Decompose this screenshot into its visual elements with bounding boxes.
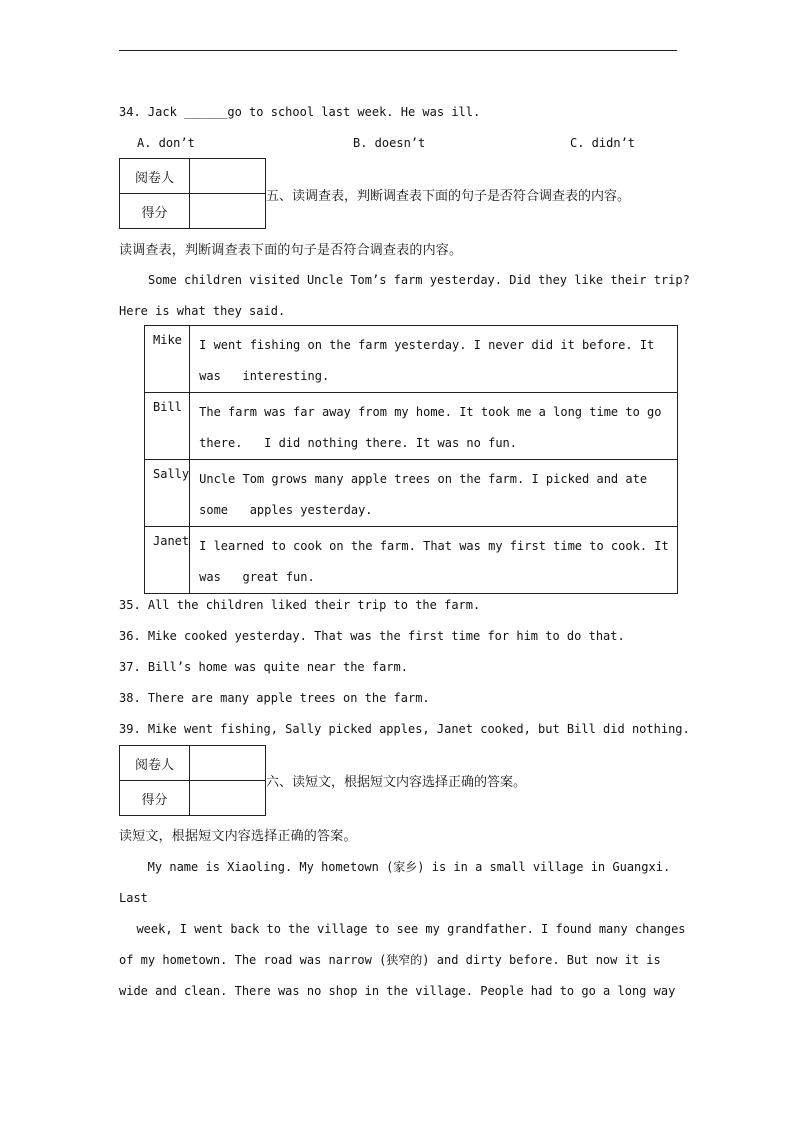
score-blank [190,194,266,229]
section-5-instruction: 读调查表，判断调查表下面的句子是否符合调查表的内容。 [119,243,463,258]
statement-38: 38. There are many apple trees on the farm. [119,691,430,705]
option-b: B. doesn’t [353,136,426,150]
passage-line: wide and clean. There was no shop in the village. People had to go a long way [119,984,676,998]
survey-table [144,325,678,594]
reviewer-label: 阅卷人 [120,746,190,781]
option-c: C. didn’t [570,136,636,150]
passage-line: Last [119,891,148,905]
passage-line: week, I went back to the village to see my grandfather. I found many changes [122,922,686,936]
section-6-instruction: 读短文，根据短文内容选择正确的答案。 [119,829,357,844]
header-rule [119,50,677,51]
reviewer-blank [190,746,266,781]
survey-row [145,326,678,393]
score-label: 得分 [120,781,190,816]
survey-comment [190,393,678,460]
survey-name: Bill [145,393,190,460]
score-blank [190,781,266,816]
section-6-heading: 六、读短文，根据短文内容选择正确的答案。 [266,775,527,790]
survey-comment [190,326,678,393]
question-34-stem: 34. Jack ______go to school last week. He was ill. [119,105,481,119]
survey-comment-line: some apples yesterday. [199,503,373,517]
passage-line: of my hometown. The road was narrow (狭窄的) and dirty before. But now it is [119,953,661,967]
survey-comment-line: there. I did nothing there. It was no fun. [199,436,518,450]
option-a: A. don’t [137,136,195,150]
section-5-intro-line-2: Here is what they said. [119,304,286,318]
grader-box-section-5 [119,158,266,229]
survey-row [145,527,678,594]
statement-39: 39. Mike went fishing, Sally picked apples, Janet cooked, but Bill did nothing. [119,722,690,736]
statement-36: 36. Mike cooked yesterday. That was the first time for him to do that. [119,629,625,643]
survey-comment-line: was great fun. [199,570,315,584]
survey-comment [190,460,678,527]
statement-37: 37. Bill’s home was quite near the farm. [119,660,408,674]
reviewer-blank [190,159,266,194]
survey-name: Mike [145,326,190,393]
survey-comment-line: was interesting. [199,369,330,383]
passage-line: My name is Xiaoling. My hometown (家乡) is in a small village in Guangxi. [126,860,671,874]
statement-35: 35. All the children liked their trip to the farm. [119,598,481,612]
survey-row [145,393,678,460]
survey-name: Janet [145,527,190,594]
survey-comment-line: I went fishing on the farm yesterday. I never did it before. It [199,338,655,352]
survey-comment-line: The farm was far away from my home. It took me a long time to go [199,405,662,419]
section-5-heading: 五、读调查表，判断调查表下面的句子是否符合调查表的内容。 [266,189,631,204]
score-label: 得分 [120,194,190,229]
section-5-intro-line-1: Some children visited Uncle Tom’s farm yesterday. Did they like their trip? [148,273,690,287]
grader-box-section-6 [119,745,266,816]
reviewer-label: 阅卷人 [120,159,190,194]
survey-comment [190,527,678,594]
question-34-options [137,136,657,152]
survey-comment-line: Uncle Tom grows many apple trees on the farm. I picked and ate [199,472,648,486]
survey-name: Sally [145,460,190,527]
survey-comment-line: I learned to cook on the farm. That was my first time to cook. It [199,539,669,553]
survey-row [145,460,678,527]
